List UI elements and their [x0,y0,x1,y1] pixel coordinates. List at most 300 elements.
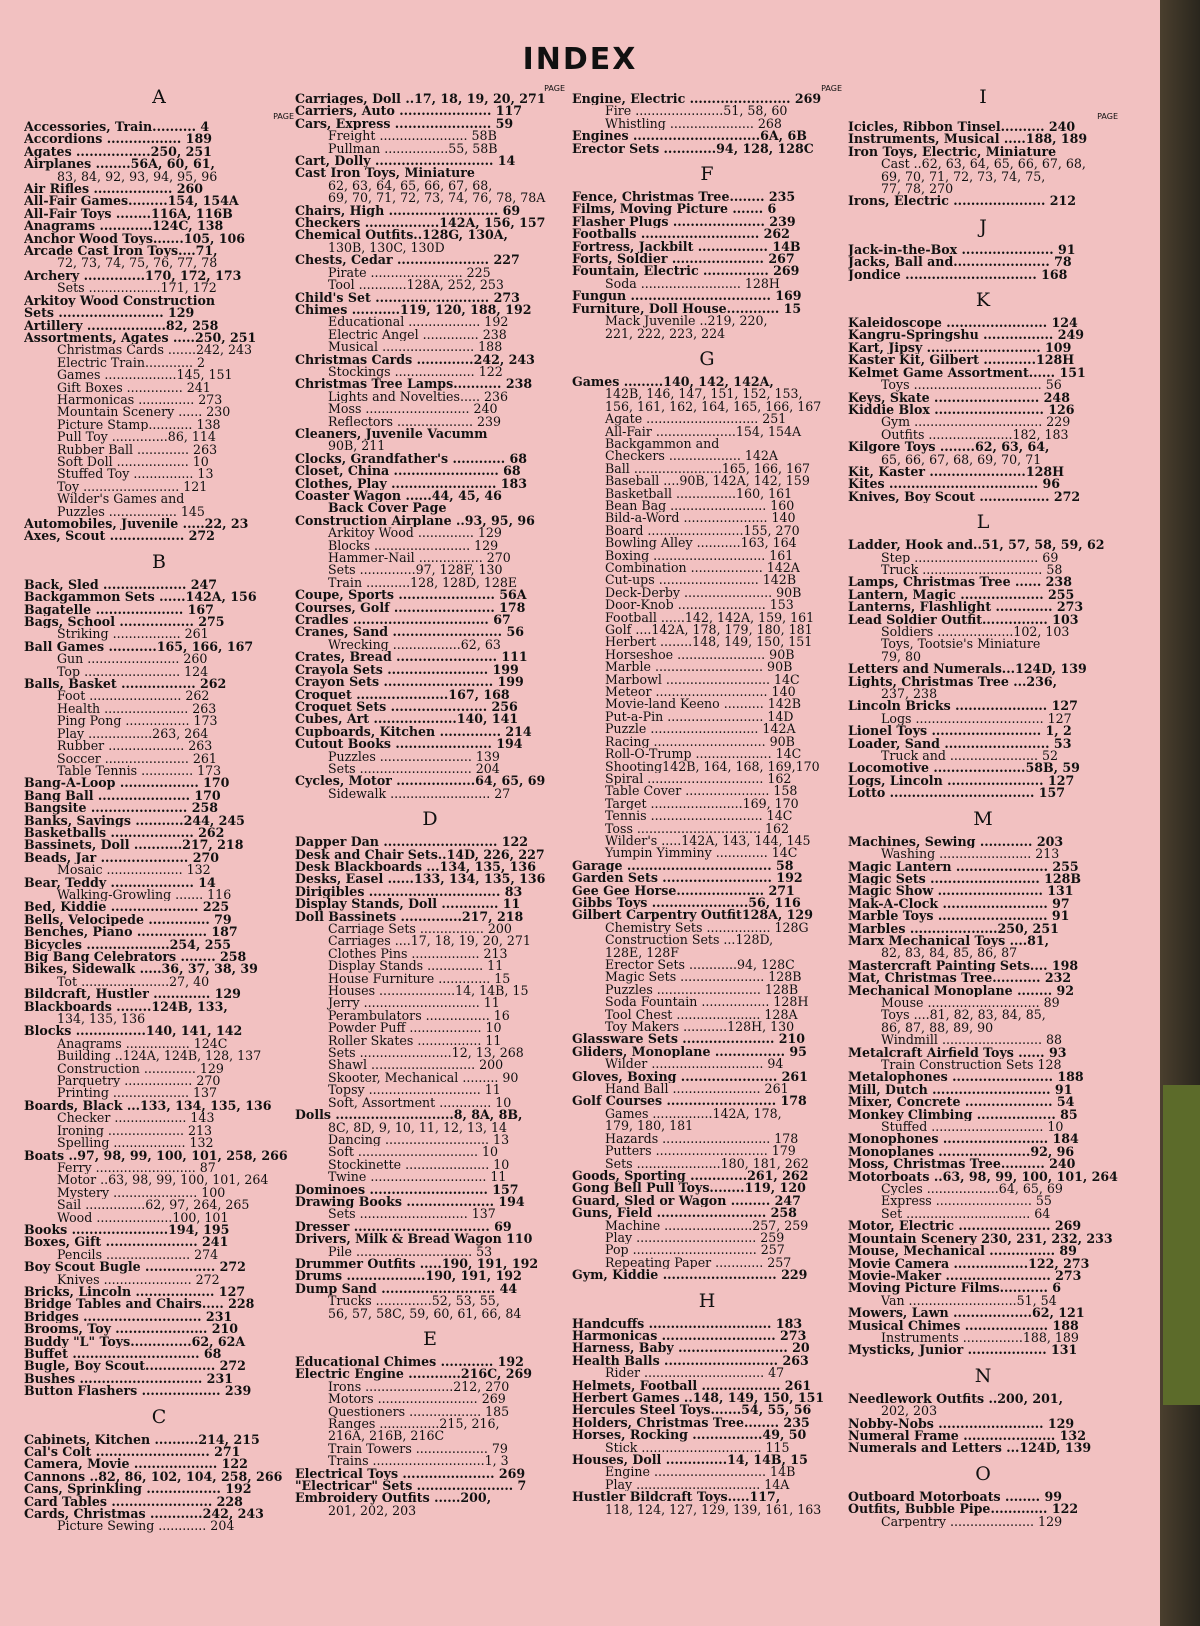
index-subentry: Truck and ...................... 52 [881,750,1059,763]
index-entry: Cleaners, Juvenile Vacumm [295,427,488,441]
index-entry: Chests, Cedar ..................... 227 [295,254,520,267]
index-subentry: Wilder's .....142A, 143, 144, 145 [605,834,811,848]
index-entry: Mill, Dutch ........................... 91 [848,1083,1073,1097]
index-entry: Dapper Dan .......................... 122 [295,836,529,849]
index-subentry: Train ...........128, 128D, 128E [328,576,518,590]
index-entry: Health Balls .......................... 263 [572,1354,809,1368]
page-column-label: PAGE [544,84,565,93]
index-subentry: Toys ................................ 56 [881,379,1062,392]
index-subentry: Bowling Alley ...........163, 164 [605,537,797,550]
index-subentry: Anagrams ................ 124C [57,1037,228,1051]
index-entry: Fungun ................................ 169 [572,290,802,303]
index-subentry: Football ......142, 142A, 159, 161 [605,611,815,625]
index-subentry: Tool Chest ..................... 128A [605,1008,798,1022]
index-subentry: Soldiers ...................102, 103 [881,626,1070,639]
index-entry: Engine, Electric ....................... 269 [572,93,822,106]
index-subentry: Puzzles ....................... 139 [328,750,500,763]
index-subentry: Carpentry ..................... 129 [881,1515,1063,1528]
index-subentry: Tot ......................27, 40 [57,975,210,989]
index-entry: Gym, Kiddie .......................... 229 [572,1269,808,1282]
index-entry: Needlework Outfits ..200, 201, [848,1392,1064,1406]
index-subentry: Toys ....81, 82, 83, 84, 85, [881,1009,1046,1022]
index-subentry: Questioners .................. 185 [328,1405,510,1419]
index-entry: Carriers, Auto ..................... 117 [295,105,523,118]
index-subentry: Knives ...................... 272 [57,1273,220,1286]
index-entry: Engines .............................6A, 6B [572,130,807,143]
index-subentry: Pull Toy ..............86, 114 [57,431,216,444]
index-subentry: Back Cover Page [328,502,447,515]
index-subentry: Sets ..............97, 128F, 130 [328,564,503,577]
index-entry: Beads, Jar .................... 270 [24,851,219,865]
index-entry: Herbert Games ..148, 149, 150, 151 [572,1392,825,1405]
index-entry: Boxes, Gift ..................... 241 [24,1236,229,1249]
index-entry: Kart, Jipsy .......................... 109 [848,341,1072,355]
index-entry: Bridges ........................... 231 [24,1310,233,1324]
index-subentry: Toy ........................ 121 [57,480,208,494]
section-letter: O [975,1462,991,1485]
index-subentry: Puzzle ........................... 142A [605,723,796,736]
index-entry: Gilbert Carpentry Outfit128A, 129 [572,909,813,922]
index-entry: Electric Engine ............216C, 269 [295,1368,533,1381]
index-entry: Drivers, Milk & Bread Wagon 110 [295,1233,533,1246]
index-subentry: 77, 78, 270 [881,183,954,196]
index-entry: Courses, Golf ....................... 178 [295,601,526,615]
index-entry: Crates, Bread ....................... 111 [295,651,528,664]
index-entry: Lamps, Christmas Tree ...... 238 [848,576,1072,589]
index-subentry: Freight ...................... 58B [328,130,497,143]
index-entry: Films, Moving Picture ....... 6 [572,203,777,216]
index-column-2 [295,86,565,1517]
section-letter: L [976,511,990,534]
index-entry: Bikes, Sidewalk .....36, 37, 38, 39 [24,963,258,976]
index-entry: Footballs ........................... 262 [572,228,790,241]
index-subentry: Pile ............................. 53 [328,1245,493,1258]
index-subentry: Racing ............................ 90B [605,735,795,749]
index-entry: Numeral Frame ..................... 132 [848,1429,1086,1443]
index-subentry: 118, 124, 127, 129, 139, 161, 163 [605,1503,822,1517]
index-entry: Checkers .................142A, 156, 157 [295,217,546,230]
index-entry: Lantern, Magic ................... 255 [848,588,1075,602]
index-subentry: Pencils ..................... 274 [57,1248,219,1262]
index-entry: Doll Bassinets ..............217, 218 [295,910,524,923]
index-entry: Magic Sets ......................... 128B [848,872,1082,886]
index-subentry: Washing ....................... 213 [881,848,1060,861]
index-entry: Movie-Maker ........................ 273 [848,1269,1082,1283]
index-entry: Agates .................250, 251 [24,145,212,159]
index-subentry: Electric Train............ 2 [57,356,206,370]
index-subentry: Musical ....................... 188 [328,341,503,354]
index-subentry: Train Construction Sets 128 [881,1059,1062,1072]
index-subentry: 56, 57, 58C, 59, 60, 61, 66, 84 [328,1307,522,1320]
section-letter: N [974,1364,992,1387]
index-subentry: Stick .............................. 115 [605,1441,790,1455]
index-entry: Marx Mechanical Toys ....81, [848,934,1050,948]
index-entry: Kangru-Springshu ................ 249 [848,329,1084,342]
index-entry: Houses, Doll ..............14, 14B, 15 [572,1454,808,1467]
index-subentry: Sets ........................... 137 [328,1208,496,1221]
index-entry: Irons, Electric ..................... 212 [848,195,1077,208]
index-subentry: 79, 80 [881,650,922,664]
index-subentry: Sail ...............62, 97, 264, 265 [57,1199,250,1212]
index-entry: Cupboards, Kitchen .............. 214 [295,725,532,739]
index-subentry: Reflectors ................... 239 [328,415,502,428]
index-entry: Bells, Velocipede .............. 79 [24,913,232,927]
index-entry: Goods, Sporting .............261, 262 [572,1169,809,1183]
index-entry: Cards, Christmas ............242, 243 [24,1508,264,1521]
index-entry: Arkitoy Wood Construction [24,294,216,308]
section-letter: F [700,163,714,186]
index-subentry: Construction ............. 129 [57,1062,224,1076]
index-subentry: Puzzles ................. 145 [57,505,205,518]
index-entry: Anchor Wood Toys.......105, 106 [24,232,246,246]
index-entry: Gong Bell Pull Toys........119, 120 [572,1182,806,1195]
index-subentry: Meteor ............................ 140 [605,686,796,699]
index-entry: Boats ..97, 98, 99, 100, 101, 258, 266 [24,1149,288,1162]
index-subentry: 202, 203 [881,1405,938,1418]
index-entry: Harness, Baby ......................... 20 [572,1342,810,1355]
index-entry: Gibbs Toys ......................56, 116 [572,896,801,910]
index-entry: Gliders, Monoplane ................ 95 [572,1045,807,1059]
index-entry: Display Stands, Doll ............. 11 [295,898,521,911]
index-subentry: Mountain Scenery ...... 230 [57,406,231,419]
index-entry: Locomotive .....................58B, 59 [848,762,1080,775]
index-entry: Harmonicas .......................... 273 [572,1329,807,1343]
index-subentry: Houses ...................14, 14B, 15 [328,985,529,998]
index-subentry: 179, 180, 181 [605,1120,694,1133]
index-subentry: Tennis ............................ 14C [605,810,793,823]
index-entry: Cart, Dolly ........................... 14 [295,155,516,168]
index-entry: Carriages, Doll ..17, 18, 19, 20, 271 [295,93,546,106]
index-subentry: 69, 70, 71, 72, 73, 74, 75, [881,170,1046,184]
index-entry: Golf Courses ......................... 178 [572,1095,807,1108]
index-subentry: Electric Angel .............. 238 [328,328,507,342]
index-entry: Jondice .............................. 168 [848,268,1068,282]
index-entry: Arcade Cast Iron Toys....71, [24,245,218,258]
index-subentry: Instruments ...............188, 189 [881,1331,1079,1345]
index-entry: Assortments, Agates .....250, 251 [24,331,257,345]
index-subentry: Hand Ball ...................... 261 [605,1083,789,1096]
index-subentry: Building ..124A, 124B, 128, 137 [57,1050,262,1063]
index-entry: Kaleidoscope ....................... 124 [848,317,1078,330]
index-subentry: Erector Sets ............94, 128C [605,959,795,972]
index-entry: All-Fair Toys ........116A, 116B [24,207,233,221]
section-letter: G [699,347,715,370]
index-entry: Cradles ............................... 67 [295,614,511,627]
index-entry: Helmets, Football .................. 261 [572,1379,812,1392]
index-subentry: Arkitoy Wood .............. 129 [328,527,502,540]
index-entry: Embroidery Outfits ......200, [295,1492,492,1505]
index-subentry: Walking-Growling ....... 116 [57,888,232,902]
index-subentry: 142B, 146, 147, 151, 152, 153, [605,388,803,401]
index-entry: Cabinets, Kitchen ..........214, 215 [24,1433,260,1447]
index-entry: Educational Chimes ............ 192 [295,1356,524,1369]
index-subentry: Toy Makers ...........128H, 130 [605,1021,795,1034]
index-entry: Christmas Tree Lamps........... 238 [295,378,533,391]
index-entry: Hustler Bildcraft Toys.....117, [572,1491,781,1504]
index-entry: Metalophones ....................... 188 [848,1071,1084,1084]
index-entry: Drums ..................190, 191, 192 [295,1270,522,1283]
index-entry: Garage ................................. 58 [572,859,794,873]
index-subentry: Backgammon and [605,437,720,451]
index-subentry: Train Towers .................. 79 [328,1442,508,1456]
index-entry: Chairs, High ......................... 69 [295,204,521,218]
index-subentry: Target .......................169, 170 [605,797,799,811]
index-subentry: Hazards ........................... 178 [605,1132,799,1146]
index-entry: Mat, Christmas Tree........... 232 [848,972,1072,985]
index-entry: Croquet Sets ...................... 256 [295,700,518,714]
index-entry: Artillery ..................82, 258 [24,319,219,332]
index-entry: Mouse, Mechanical ............... 89 [848,1245,1077,1258]
index-subentry: Trains ............................1, 3 [328,1455,509,1468]
index-entry: Bushes ............................ 231 [24,1372,233,1386]
index-subentry: Shawl .......................... 200 [328,1059,504,1072]
index-entry: Automobiles, Juvenile .....22, 23 [24,518,249,531]
index-subentry: Repeating Paper ............ 257 [605,1256,792,1270]
index-entry: Bagatelle .................... 167 [24,603,214,617]
index-entry: Mechanical Monoplane ........ 92 [848,984,1075,997]
index-subentry: Wrecking .................62, 63 [328,638,501,652]
index-subentry: Stockings .................... 122 [328,365,503,379]
index-subentry: Outfits .....................182, 183 [881,428,1069,442]
index-entry: Christmas Cards .............242, 243 [295,353,535,366]
index-subentry: Carriage Sets ................ 200 [328,923,512,936]
index-entry: Accordions ................. 189 [24,133,212,146]
index-subentry: Bean Bag ........................ 160 [605,499,795,513]
index-subentry: Printing ................... 137 [57,1087,217,1100]
index-entry: Fence, Christmas Tree........ 235 [572,191,796,204]
index-subentry: Step ............................... 69 [881,551,1059,564]
index-entry: Guard, Sled or Wagon ......... 247 [572,1194,801,1208]
index-entry: Cranes, Sand ......................... 56 [295,626,524,639]
index-subentry: Gift Boxes .............. 241 [57,381,211,394]
index-entry: Bed, Kiddie .................... 225 [24,901,230,914]
index-entry: Moving Picture Films........... 6 [848,1282,1062,1295]
index-subentry: Basketball ...............160, 161 [605,487,793,500]
page-column-label: PAGE [1097,112,1118,121]
index-subentry: Powder Puff .................. 10 [328,1022,502,1035]
index-entry: Gloves, Boxing ...................... 261 [572,1070,808,1084]
index-subentry: Topsy ............................ 11 [328,1084,501,1097]
index-entry: Lights, Christmas Tree ...236, [848,675,1058,689]
index-entry: Mastercraft Painting Sets.... 198 [848,959,1079,973]
index-subentry: Twine ............................. 11 [328,1171,507,1184]
index-entry: Nobby-Nobs ........................ 129 [848,1417,1075,1430]
index-subentry: 69, 70, 71, 72, 73, 74, 76, 78, 78A [328,192,546,205]
index-entry: Mixer, Concrete .................... 54 [848,1096,1075,1109]
index-subentry: Skooter, Mechanical ......... 90 [328,1071,519,1085]
index-subentry: 65, 66, 67, 68, 69, 70, 71 [881,453,1042,466]
index-entry: Mowers, Lawn ..................62, 121 [848,1307,1085,1320]
index-subentry: Pullman ................55, 58B [328,142,498,156]
index-entry: Jack-in-the-Box ..................... 91 [848,243,1076,257]
index-subentry: 86, 87, 88, 89, 90 [881,1021,994,1035]
index-subentry: Irons ......................212, 270 [328,1380,510,1394]
index-subentry: Door-Knob ...................... 153 [605,599,794,612]
index-column-3 [572,86,842,1516]
index-subentry: 128E, 128F [605,946,680,959]
index-subentry: 156, 161, 162, 164, 165, 166, 167 [605,400,822,414]
index-subentry: Foot ....................... 262 [57,690,210,703]
index-subentry: Agate ............................ 251 [605,413,787,426]
index-entry: Monophones ........................ 184 [848,1133,1079,1146]
index-entry: Kiddie Blox ......................... 126 [848,403,1075,417]
index-entry: Child's Set .......................... 273 [295,291,520,304]
index-entry: Button Flashers .................. 239 [24,1385,252,1398]
index-subentry: Engine ............................ 14B [605,1466,796,1479]
index-entry: Crayola Sets ....................... 199 [295,663,519,677]
index-entry: Banks, Savings ...........244, 245 [24,814,245,827]
index-entry: Holders, Christmas Tree........ 235 [572,1416,810,1430]
index-subentry: Bild-a-Word ..................... 140 [605,512,796,525]
index-subentry: Machine ......................257, 259 [605,1219,809,1232]
index-subentry: Yumpin Yimminy ............. 14C [605,847,798,860]
index-subentry: Marble ........................... 90B [605,661,793,674]
index-entry: Fountain, Electric ............... 269 [572,265,800,278]
index-entry: Ball Games ...........165, 166, 167 [24,640,254,654]
index-entry: Logs, Lincoln ...................... 127 [848,774,1075,788]
index-subentry: Stockinette ..................... 10 [328,1158,510,1172]
index-entry: Magic Show ........................ 131 [848,885,1074,898]
index-entry: Mysticks, Junior .................. 131 [848,1344,1078,1357]
index-subentry: Spiral ............................. 162 [605,772,792,786]
index-entry: Loader, Sand ........................ 53 [848,737,1072,751]
index-entry: Dirigibles .............................. 83 [295,885,523,899]
index-entry: Metalcraft Airfield Toys ...... 93 [848,1046,1067,1059]
index-subentry: Express ........................ 55 [881,1195,1052,1208]
index-entry: "Electricar" Sets ...................... 7 [295,1480,527,1493]
index-subentry: Set ............................... 64 [881,1207,1051,1221]
index-entry: Cubes, Art ...................140, 141 [295,713,519,726]
index-subentry: Picture Sewing ............ 204 [57,1520,235,1533]
index-subentry: Play ............................... 14A [605,1478,790,1492]
index-subentry: Soft Doll .................. 10 [57,455,209,469]
index-entry: Closet, China ........................ 68 [295,465,521,478]
index-entry: Cannons ..82, 86, 102, 104, 258, 266 [24,1470,283,1484]
index-entry: Boy Scout Bugle ................ 272 [24,1261,246,1274]
index-entry: Musical Chimes ................... 188 [848,1319,1079,1332]
index-subentry: Mouse ............................ 89 [881,996,1060,1010]
index-entry: Cutout Books ...................... 194 [295,738,523,751]
index-subentry: Harmonicas .............. 273 [57,393,223,407]
index-subentry: 130B, 130C, 130D [328,241,445,255]
index-entry: Chemical Outfits..128G, 130A, [295,229,508,242]
index-subentry: All-Fair ....................154, 154A [605,425,802,438]
index-entry: Basketballs ................... 262 [24,826,225,840]
index-entry: Outboard Motorboats ........ 99 [848,1490,1062,1504]
index-entry: All-Fair Games.........154, 154A [24,195,239,208]
index-entry: Knives, Boy Scout ................ 272 [848,490,1081,504]
index-entry: Cans, Sprinkling ................. 192 [24,1483,252,1496]
index-entry: Forts, Soldier ..................... 267 [572,253,795,266]
index-entry: Mountain Scenery 230, 231, 232, 233 [848,1232,1113,1246]
index-subentry: Deck-Derby ...................... 90B [605,586,802,600]
index-subentry: Gun ....................... 260 [57,653,208,666]
index-entry: Glassware Sets ..................... 210 [572,1033,806,1046]
index-entry: Camera, Movie ................... 122 [24,1458,248,1471]
index-subentry: 134, 135, 136 [57,1013,146,1026]
index-entry: Bang Ball ..................... 170 [24,789,221,803]
index-entry: Lincoln Bricks ..................... 127 [848,700,1078,713]
index-subentry: Pop ............................... 257 [605,1244,785,1257]
index-entry: Cast Iron Toys, Miniature [295,167,475,180]
index-subentry: Marbowl .......................... 14C [605,673,800,687]
index-subentry: Checkers .................. 142A [605,450,779,463]
section-letter: E [423,1328,437,1350]
index-subentry: Rubber ................... 263 [57,740,213,753]
index-subentry: Stuffed ............................ 10 [881,1121,1064,1134]
index-subentry: Sidewalk ......................... 27 [328,787,511,801]
index-entry: Motorboats ..63, 98, 99, 100, 101, 264 [848,1170,1118,1184]
index-entry: Desks, Easel ......133, 134, 135, 136 [295,873,546,886]
index-subentry: Table Cover ..................... 158 [605,785,798,798]
index-subentry: Magic Sets ..................... 128B [605,971,802,984]
index-entry: Ladder, Hook and..51, 57, 58, 59, 62 [848,539,1105,552]
index-entry: Erector Sets ............94, 128, 128C [572,142,814,156]
index-subentry: Motor ..63, 98, 99, 100, 101, 264 [57,1174,269,1187]
index-subentry: Fire ......................51, 58, 60 [605,105,788,118]
index-entry: Axes, Scout ................. 272 [24,530,215,543]
index-subentry: Horseshoe ...................... 90B [605,648,795,662]
index-subentry: Wilder's Games and [57,493,185,506]
index-subentry: Truck .............................. 58 [881,563,1063,577]
index-entry: Numerals and Letters ...124D, 139 [848,1442,1092,1455]
index-entry: Hercules Steel Toys.......54, 55, 56 [572,1404,812,1417]
index-entry: Bridge Tables and Chairs..... 228 [24,1298,255,1311]
index-subentry: 82, 83, 84, 85, 86, 87 [881,947,1018,960]
index-entry: Monoplanes .....................92, 96 [848,1145,1075,1159]
index-entry: Marble Toys ......................... 91 [848,910,1070,923]
index-subentry: Put-a-Pin ........................ 14D [605,710,794,724]
index-subentry: 201, 202, 203 [328,1504,417,1518]
index-subentry: Rubber Ball ............. 263 [57,443,218,456]
index-entry: Gee Gee Horse.................... 271 [572,884,795,897]
index-entry: Icicles, Ribbon Tinsel.......... 240 [848,121,1076,134]
index-subentry: Health ..................... 263 [57,702,217,716]
index-subentry: Ball ......................165, 166, 167 [605,462,811,476]
index-subentry: Tool ............128A, 252, 253 [328,279,504,292]
index-subentry: Cycles ..................64, 65, 69 [881,1183,1063,1196]
index-subentry: Display Stands .............. 11 [328,960,504,973]
index-entry: Bugle, Boy Scout................ 272 [24,1360,246,1373]
index-entry: Kit, Kaster ......................128H [848,465,1065,479]
index-subentry: Roll-O-Trump ................... 14C [605,748,802,761]
index-entry: Bildcraft, Hustler ............. 129 [24,988,241,1001]
index-subentry: Van ...........................51, 54 [881,1294,1057,1308]
page-tab [1163,1085,1200,1405]
index-entry: Books ......................194, 195 [24,1223,230,1237]
index-subentry: Mystery ..................... 100 [57,1186,226,1200]
index-entry: Backgammon Sets ......142A, 156 [24,591,257,604]
index-entry: Handcuffs ............................ 183 [572,1317,803,1330]
index-subentry: Baseball ....90B, 142A, 142, 159 [605,475,810,488]
index-subentry: Blocks ........................ 129 [328,539,499,553]
index-subentry: Soccer ..................... 261 [57,752,217,765]
index-entry: Bassinets, Doll ...........217, 218 [24,839,244,852]
index-entry: Dump Sand .......................... 44 [295,1282,518,1296]
index-subentry: Pirate ....................... 225 [328,266,491,280]
index-subentry: 237, 238 [881,688,938,701]
index-subentry: 8C, 8D, 9, 10, 11, 12, 13, 14 [328,1121,508,1134]
index-subentry: Striking ................. 261 [57,628,209,641]
index-entry: Bangsite ...................... 258 [24,802,218,815]
index-subentry: 83, 84, 92, 93, 94, 95, 96 [57,170,218,184]
index-entry: Dresser ............................... 69 [295,1220,512,1234]
section-letter: I [979,86,987,108]
index-entry: Air Rifles .................. 260 [24,183,204,196]
section-letter: J [979,215,987,238]
section-letter: B [152,550,166,573]
index-entry: Kilgore Toys ........62, 63, 64, [848,441,1050,454]
